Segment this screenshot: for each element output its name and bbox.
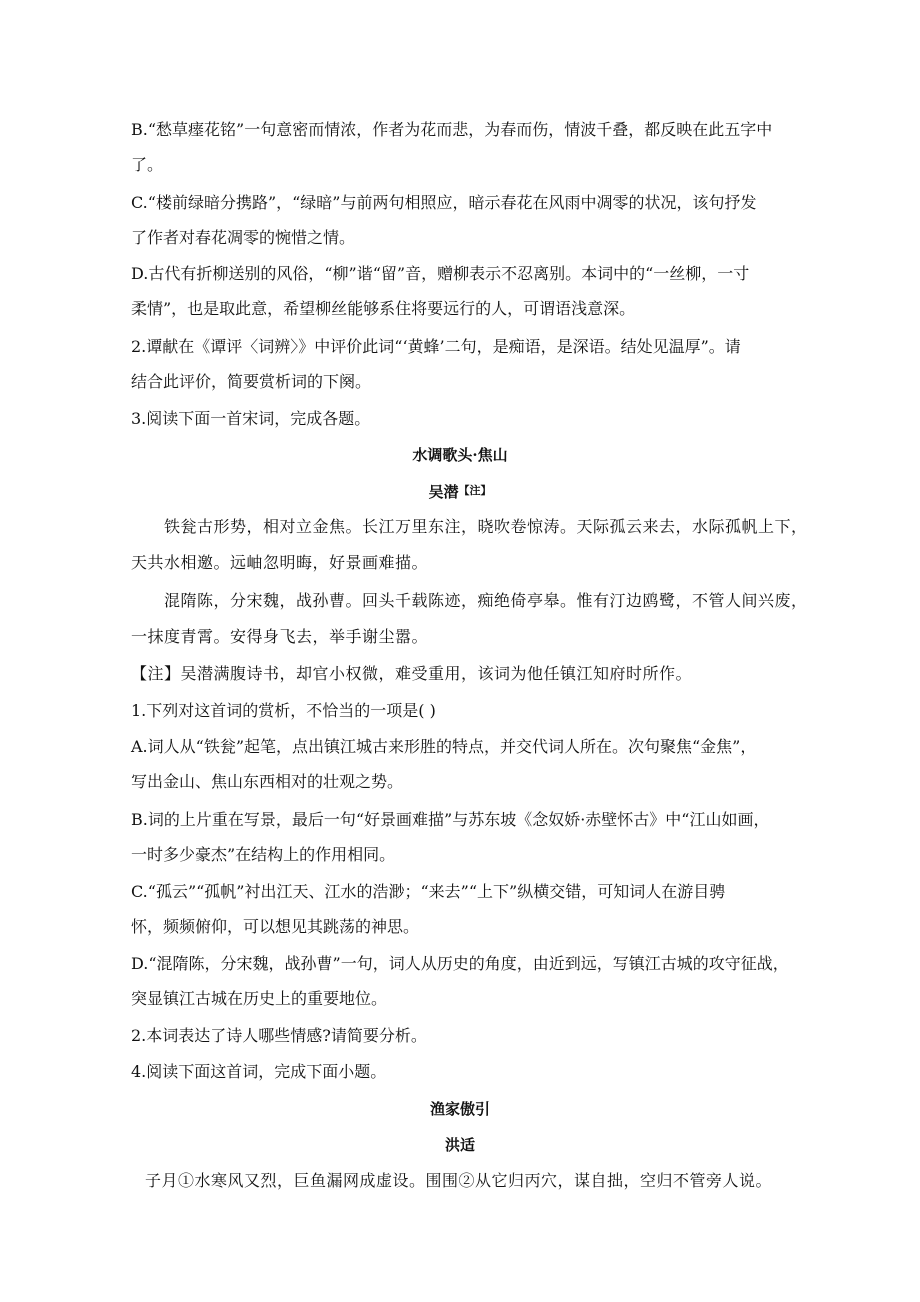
poem1-note-mark: 【注】 [458,484,492,497]
option-b-line-2: 了。 [131,155,164,174]
poem1-note: 【注】吴潜满腹诗书，却官小权微，难受重用，该词为他任镇江知府时所作。 [131,664,693,683]
option-c-line-1: C.“楼前绿暗分携路”，“绿暗”与前两句相照应，暗示春花在风雨中凋零的状况，该句抒发 [131,193,757,212]
q1-option-a-line2: 写出金山、焦山东西相对的壮观之势。 [131,772,404,791]
option-d-line-2: 柔情”，也是取此意，希望柳丝能够系住将要远行的人，可谓语浅意深。 [131,299,636,318]
poem1-author [0,481,920,502]
q4-stem: 4.阅读下面这首词，完成下面小题。 [131,1062,387,1081]
poem2-title: 渔家傲引 [429,1100,490,1118]
poem2-line1: 子月①水寒风又烈，巨鱼漏网成虚设。围围②从它归丙穴，谋自拙，空归不管旁人说。 [145,1171,773,1190]
question-2-line-1: 2.谭献在《谭评〈词辨〉》中评价此词“‘黄蜂’二句，是痴语，是深语。结处见温厚”。请 [131,337,741,356]
q2-stem: 2.本词表达了诗人哪些情感?请简要分析。 [131,1026,427,1045]
poem2-author: 洪适 [444,1136,475,1154]
q1-option-c-line2: 怀，频频俯仰，可以想见其跳荡的神思。 [131,917,420,936]
poem1-stanza1-line2: 天共水相邀。远岫忽明晦，好景画难描。 [131,553,429,572]
q1-option-d-line1: D.“混隋陈，分宋魏，战孙曹”一句，词人从历史的角度，由近到远，写镇江古城的攻守征战， [131,954,789,973]
poem1-author-name: 吴潜 [428,483,459,501]
q1-option-c-line1: C.“孤云”“孤帆”衬出江天、江水的浩渺；“来去”“上下”纵横交错，可知词人在游目骋 [131,882,726,901]
poem1-stanza1-line1: 铁瓮古形势，相对立金焦。长江万里东注，晓吹卷惊涛。天际孤云来去，水际孤帆上下， [164,517,808,536]
option-b-line-1: B.“愁草瘗花铭”一句意密而情浓，作者为花而悲，为春而伤，情波千叠，都反映在此五字中 [131,120,773,139]
q1-option-b-line1: B.词的上片重在写景，最后一句“好景画难描”与苏东坡《念奴娇·赤壁怀古》中“江山如画， [131,810,770,829]
option-c-line-2: 了作者对春花凋零的惋惜之情。 [131,228,356,247]
question-3-stem: 3.阅读下面一首宋词，完成各题。 [131,409,371,428]
poem1-title: 水调歌头·焦山 [412,446,508,464]
poem1-stanza2-line1: 混隋陈，分宋魏，战孙曹。回头千载陈迹，痴绝倚亭皋。惟有汀边鸥鹭，不管人间兴废， [164,591,808,610]
q1-option-d-line2: 突显镇江古城在历史上的重要地位。 [131,989,388,1008]
q1-stem: 1.下列对这首词的赏析，不恰当的一项是( ) [131,701,436,720]
question-2-line-2: 结合此评价，简要赏析词的下阕。 [131,372,372,391]
q1-option-b-line2: 一时多少豪杰”在结构上的作用相同。 [131,845,396,864]
option-d-line-1: D.古代有折柳送别的风俗，“柳”谐“留”音，赠柳表示不忍离别。本词中的“一丝柳，一寸 [131,264,750,283]
poem1-stanza2-line2: 一抹度青霄。安得身飞去，举手谢尘嚣。 [131,627,429,646]
q1-option-a-line1: A.词人从“铁瓮”起笔，点出镇江城古来形胜的特点，并交代词人所在。次句聚焦“金焦”， [131,737,757,756]
